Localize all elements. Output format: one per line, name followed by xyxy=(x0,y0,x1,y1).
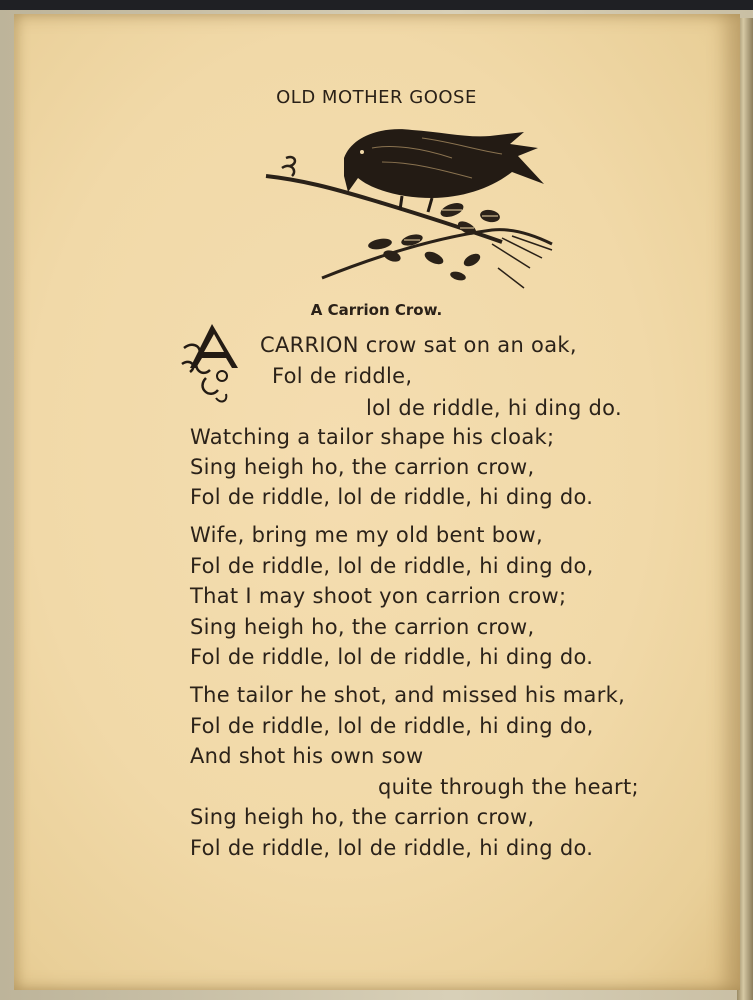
poem-line: Fol de riddle, lol de riddle, hi ding do. xyxy=(190,485,594,509)
running-header: OLD MOTHER GOOSE xyxy=(276,87,477,108)
poem-line: Sing heigh ho, the carrion crow, xyxy=(190,615,535,639)
poem-line: And shot his own sow xyxy=(190,744,424,768)
poem-line: Wife, bring me my old bent bow, xyxy=(190,523,544,547)
poem-line: The tailor he shot, and missed his mark, xyxy=(190,683,626,707)
poem-line: Watching a tailor shape his cloak; xyxy=(190,425,555,449)
poem-line: Fol de riddle, lol de riddle, hi ding do, xyxy=(190,714,594,738)
poem-line: Fol de riddle, lol de riddle, hi ding do. xyxy=(190,836,594,860)
illustration-caption: A Carrion Crow. xyxy=(310,301,443,319)
decorative-initial-a xyxy=(176,318,248,406)
crow-illustration xyxy=(262,118,562,303)
poem-line: Sing heigh ho, the carrion crow, xyxy=(190,455,535,479)
poem-line: quite through the heart; xyxy=(378,775,639,799)
poem-line: CARRION crow sat on an oak, xyxy=(260,333,577,357)
poem-line: Sing heigh ho, the carrion crow, xyxy=(190,805,535,829)
poem-line: Fol de riddle, lol de riddle, hi ding do, xyxy=(190,554,594,578)
poem-line: Fol de riddle, lol de riddle, hi ding do. xyxy=(190,645,594,669)
poem-line: That I may shoot yon carrion crow; xyxy=(190,584,567,608)
poem-line: Fol de riddle, xyxy=(272,364,413,388)
poem-line: lol de riddle, hi ding do. xyxy=(366,396,622,420)
